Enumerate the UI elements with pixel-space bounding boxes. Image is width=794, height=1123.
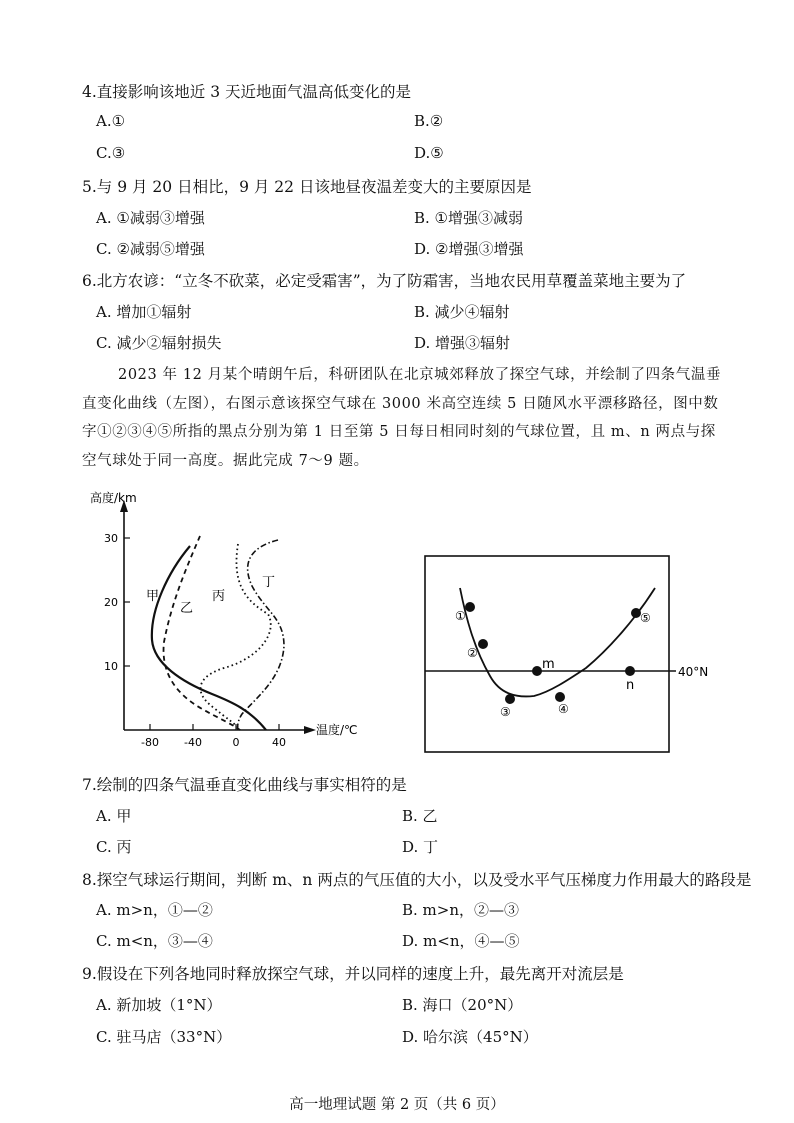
q6-option-d: D. 增强③辐射 — [414, 334, 511, 352]
q5-stem: 5.与 9 月 20 日相比，9 月 22 日该地昼夜温差变大的主要原因是 — [82, 178, 532, 196]
point-n-dot — [625, 666, 635, 676]
q6-option-b: B. 减少④辐射 — [414, 303, 510, 321]
x-tick-minus80: -80 — [141, 736, 159, 749]
curve-jia — [152, 546, 266, 730]
point-1-dot — [465, 602, 475, 612]
y-tick-20: 20 — [104, 596, 118, 609]
q9-stem: 9.假设在下列各地同时释放探空气球，并以同样的速度上升，最先离开对流层是 — [82, 965, 624, 983]
q7-option-d: D. 丁 — [402, 838, 439, 856]
q7-option-c: C. 丙 — [96, 838, 132, 856]
curve-label-bing: 丙 — [212, 589, 226, 604]
q4-option-c: C.③ — [96, 144, 126, 162]
q4-stem: 4.直接影响该地近 3 天近地面气温高低变化的是 — [82, 83, 412, 101]
x-axis-label: 温度/℃ — [316, 723, 358, 737]
q9-option-c: C. 驻马店（33°N） — [96, 1028, 232, 1046]
point-1-label: ① — [455, 609, 466, 623]
point-5-label: ⑤ — [640, 611, 651, 625]
q5-option-c: C. ②减弱⑤增强 — [96, 240, 205, 258]
latitude-40n-label: 40°N — [678, 665, 709, 679]
y-tick-10: 10 — [104, 660, 118, 673]
point-m-dot — [532, 666, 542, 676]
curve-ding — [238, 540, 284, 730]
curve-label-yi: 乙 — [180, 601, 194, 616]
y-tick-30: 30 — [104, 532, 118, 545]
q5-option-b: B. ①增强③减弱 — [414, 209, 524, 227]
q8-option-a: A. m>n，①—② — [96, 901, 213, 919]
page-footer: 高一地理试题 第 2 页（共 6 页） — [289, 1097, 505, 1113]
x-axis-arrow — [304, 726, 316, 734]
point-2-dot — [478, 639, 488, 649]
q6-option-c: C. 减少②辐射损失 — [96, 334, 222, 352]
curve-label-ding: 丁 — [262, 575, 276, 590]
passage-text: 2023 年 12 月某个晴朗午后，科研团队在北京城郊释放了探空气球，并绘制了四条气温垂直变化曲线（左图），右图示意该探空气球在 3000 米高空连续 5 日随风水平漂移路径，图中数字①②③④⑤所指的黑点分别为第 1 日至第 5 日每日相同时刻的气球位置，且 m、n 两点与探空气球处于同一高度。据此完成 7～9 题。 — [82, 367, 722, 469]
q4-option-b: B.② — [414, 112, 444, 130]
q5-option-a: A. ①减弱③增强 — [96, 209, 205, 227]
point-3-dot — [505, 694, 515, 704]
curve-bing — [201, 544, 271, 730]
point-2-label: ② — [467, 646, 478, 660]
balloon-drift-map — [400, 548, 709, 758]
q7-option-b: B. 乙 — [402, 807, 438, 825]
q9-option-a: A. 新加坡（1°N） — [96, 996, 222, 1014]
temperature-profile-chart — [72, 482, 372, 749]
point-n-label: n — [626, 678, 635, 693]
q9-option-d: D. 哈尔滨（45°N） — [402, 1028, 538, 1046]
x-tick-minus40: -40 — [184, 736, 202, 749]
q4-option-d: D.⑤ — [414, 144, 444, 162]
q6-option-a: A. 增加①辐射 — [96, 303, 192, 321]
q6-stem: 6.北方农谚：“立冬不砍菜，必定受霜害”，为了防霜害，当地农民用草覆盖菜地主要为了 — [82, 272, 687, 290]
q8-option-d: D. m<n，④—⑤ — [402, 932, 520, 950]
q4-option-a: A.① — [96, 112, 126, 130]
point-4-dot — [555, 692, 565, 702]
q9-option-b: B. 海口（20°N） — [402, 996, 523, 1014]
q8-stem: 8.探空气球运行期间，判断 m、n 两点的气压值的大小，以及受水平气压梯度力作用最大的路段是 — [82, 871, 752, 889]
y-axis-label: 高度/km — [90, 491, 137, 505]
map-frame — [425, 556, 669, 752]
point-4-label: ④ — [558, 702, 569, 716]
point-m-label: m — [542, 657, 555, 672]
x-tick-0: 0 — [232, 736, 240, 749]
q7-option-a: A. 甲 — [96, 807, 132, 825]
curve-label-jia: 甲 — [146, 589, 160, 604]
point-3-label: ③ — [500, 705, 511, 719]
q5-option-d: D. ②增强③增强 — [414, 240, 524, 258]
q7-stem: 7.绘制的四条气温垂直变化曲线与事实相符的是 — [82, 776, 407, 794]
x-tick-40: 40 — [272, 736, 286, 749]
q8-option-c: C. m<n，③—④ — [96, 932, 213, 950]
q8-option-b: B. m>n，②—③ — [402, 901, 520, 919]
